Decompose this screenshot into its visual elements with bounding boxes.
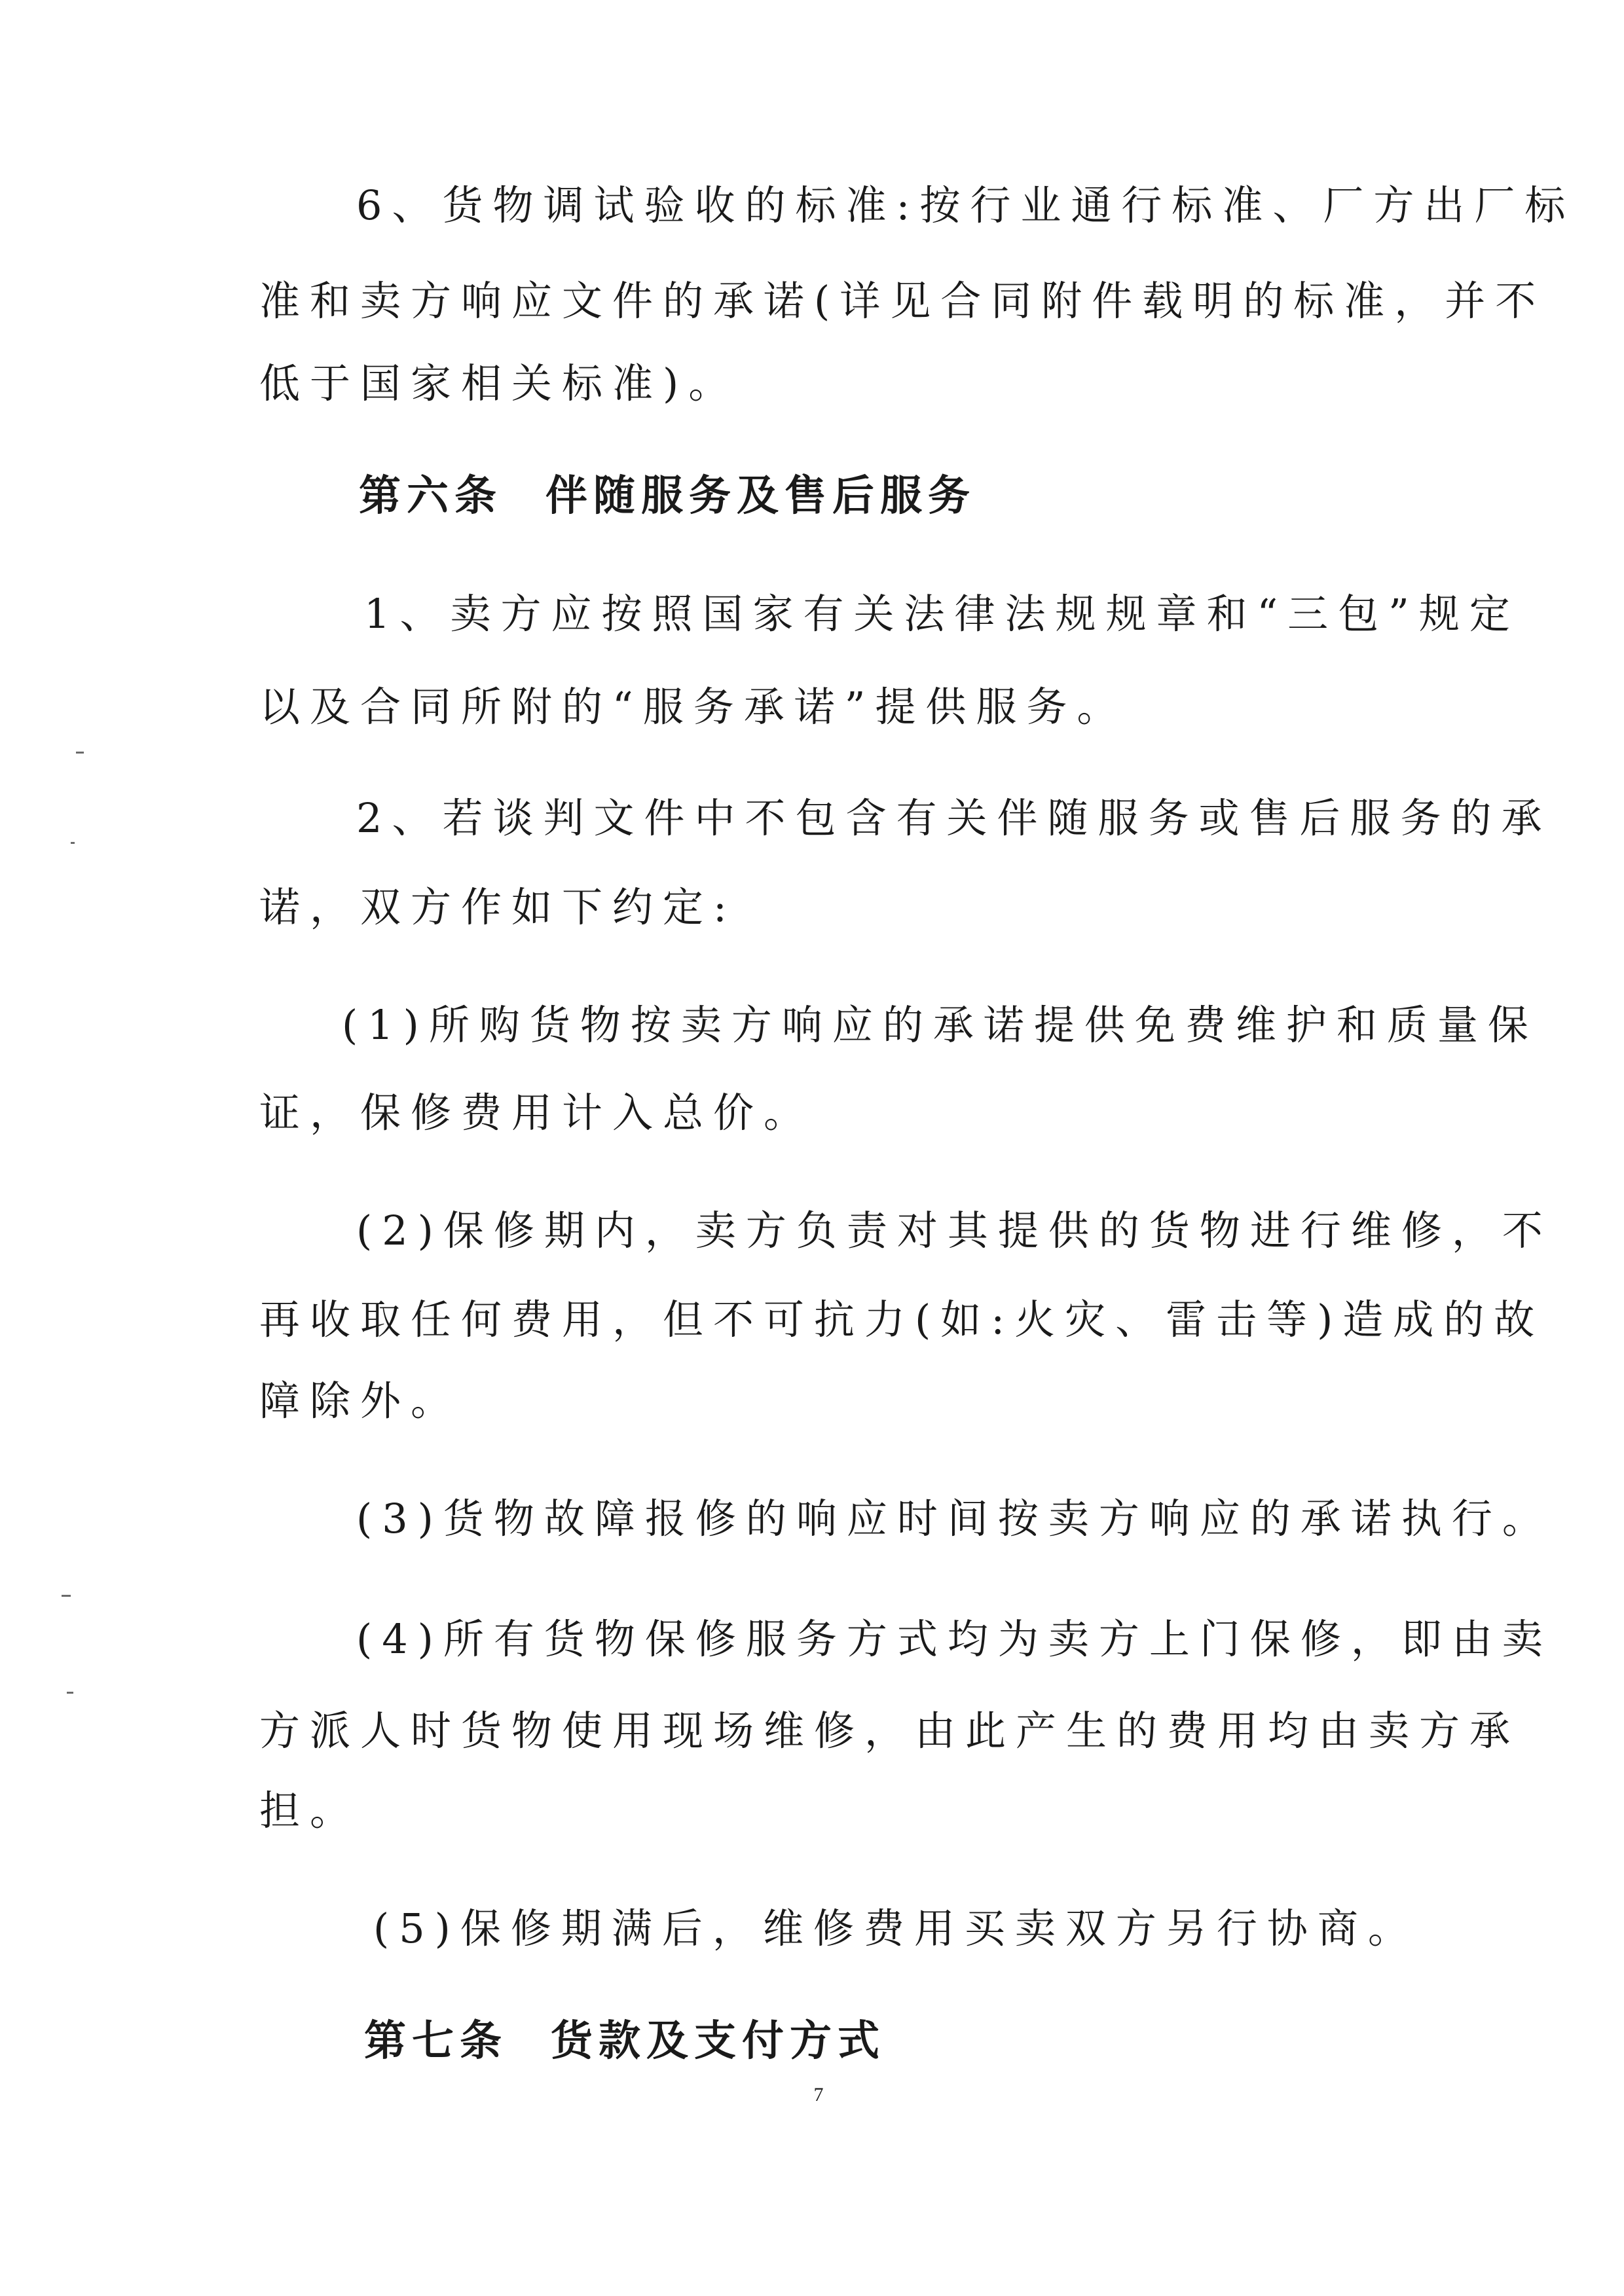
service-clause-1-line-2: 以及合同所附的“服务承诺”提供服务。 bbox=[259, 683, 1128, 731]
scan-speck bbox=[76, 752, 84, 754]
clause-6-line-1: 6、货物调试验收的标准:按行业通行标准、厂方出厂标 bbox=[356, 181, 1576, 229]
item-4-line-2: 方派人时货物使用现场维修，由此产生的费用均由卖方承 bbox=[259, 1707, 1521, 1755]
article-7-heading bbox=[364, 2015, 885, 2068]
page-number: 7 bbox=[813, 2084, 824, 2105]
scan-speck bbox=[62, 1595, 71, 1597]
item-1-line-2: 证，保修费用计入总价。 bbox=[259, 1089, 815, 1137]
item-2-line-1: (2)保修期内，卖方负责对其提供的货物进行维修，不 bbox=[356, 1207, 1553, 1254]
item-2-line-3: 障除外。 bbox=[259, 1377, 462, 1425]
service-clause-1-line-1: 1、卖方应按照国家有关法律法规规章和“三包”规定 bbox=[364, 590, 1520, 638]
item-1-line-1: (1)所购货物按卖方响应的承诺提供免费维护和质量保 bbox=[342, 1001, 1538, 1049]
item-2-line-2: 再收取任何费用，但不可抗力(如:火灾、雷击等)造成的故 bbox=[259, 1296, 1545, 1343]
service-clause-2-line-1: 2、若谈判文件中不包含有关伴随服务或售后服务的承 bbox=[356, 794, 1552, 842]
item-3-line-1: (3)货物故障报修的响应时间按卖方响应的承诺执行。 bbox=[356, 1495, 1553, 1542]
scan-speck bbox=[71, 842, 75, 844]
article-6-heading bbox=[359, 470, 976, 522]
article-7-number: 第七条 bbox=[364, 2017, 507, 2066]
article-7-title: 货款及支付方式 bbox=[551, 2017, 885, 2066]
article-6-title: 伴随服务及售后服务 bbox=[545, 472, 976, 520]
item-5-line-1: (5)保修期满后，维修费用买卖双方另行协商。 bbox=[373, 1904, 1418, 1952]
service-clause-2-line-2: 诺，双方作如下约定: bbox=[259, 883, 737, 931]
clause-6-line-3: 低于国家相关标准)。 bbox=[259, 359, 739, 407]
item-4-line-3: 担。 bbox=[259, 1787, 361, 1834]
item-4-line-1: (4)所有货物保修服务方式均为卖方上门保修，即由卖 bbox=[356, 1615, 1553, 1663]
scan-speck bbox=[67, 1692, 73, 1694]
article-6-number: 第六条 bbox=[359, 472, 502, 520]
clause-6-line-2: 准和卖方响应文件的承诺(详见合同附件载明的标准，并不 bbox=[259, 277, 1546, 325]
